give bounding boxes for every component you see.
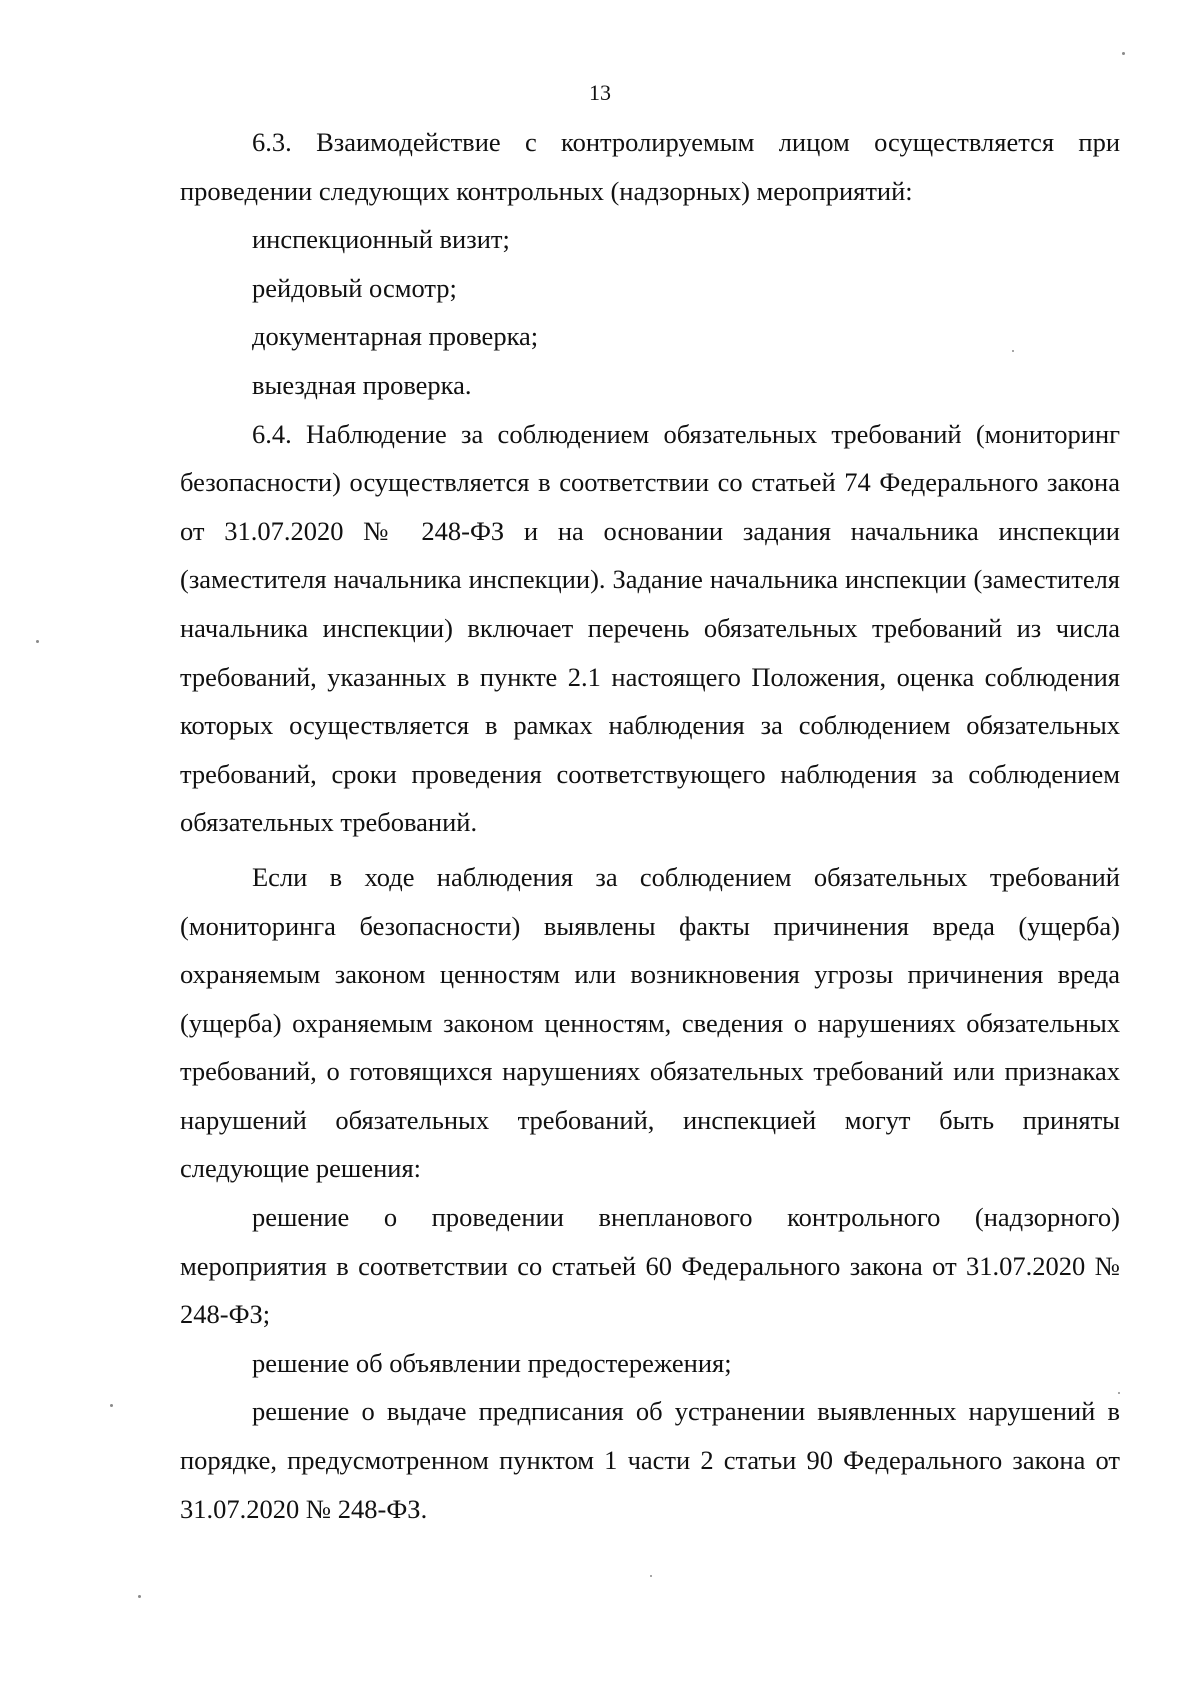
- list-item-unscheduled-event: решение о проведении внепланового контрольного (надзорного) мероприятия в соответствии со статьей 60 Федерального закона от 31.07.2020 № 248-ФЗ;: [180, 1202, 1120, 1330]
- list-item-order: решение о выдаче предписания об устранении выявленных нарушений в порядке, предусмотренном пунктом 1 части 2 статьи 90 Федерального закона от 31.07.2020 № 248-ФЗ.: [180, 1396, 1120, 1524]
- list-item-inspection-visit: инспекционный визит;: [252, 224, 510, 255]
- scan-speck: [650, 1575, 652, 1577]
- scan-speck: [1118, 1392, 1120, 1394]
- document-body: [180, 118, 1120, 1533]
- list-item-warning: решение об объявлении предостережения;: [252, 1347, 732, 1378]
- paragraph-if-violations: Если в ходе наблюдения за соблюдением обязательных требований (мониторинга безопасности) выявлены факты причинения вреда (ущерба) охраняемым законом ценностям или возникновения угрозы причинения вреда (ущерба) охраняемым законом ценностям, сведения о нарушениях обязательных требований, о готовящихся нарушениях обязательных требований или признаках нарушений обязательных требований, инспекцией могут быть приняты следующие решения:: [180, 861, 1120, 1184]
- scan-speck: [1012, 350, 1014, 352]
- scan-speck: [110, 1404, 113, 1407]
- list-item-field-check: выездная проверка.: [252, 369, 472, 400]
- list-item-raid-inspection: рейдовый осмотр;: [252, 272, 457, 303]
- scan-speck: [138, 1595, 141, 1598]
- paragraph-6-4: 6.4. Наблюдение за соблюдением обязательных требований (мониторинг безопасности) осуществляется в соответствии со статьей 74 Федерального закона от 31.07.2020 № 248-ФЗ и на основании задания начальника инспекции (заместителя начальника инспекции). Задание начальника инспекции (заместителя начальника инспекции) включает перечень обязательных требований из числа требований, указанных в пункте 2.1 настоящего Положения, оценка соблюдения которых осуществляется в рамках наблюдения за соблюдением обязательных требований, сроки проведения соответствующего наблюдения за соблюдением обязательных требований.: [180, 418, 1120, 838]
- scan-speck: [36, 640, 39, 643]
- page-number: 13: [589, 80, 611, 105]
- list-item-documentary-check: документарная проверка;: [252, 321, 539, 352]
- scan-speck: [1122, 52, 1125, 55]
- paragraph-6-3: 6.3. Взаимодействие с контролируемым лицом осуществляется при проведении следующих контрольных (надзорных) мероприятий:: [180, 127, 1120, 206]
